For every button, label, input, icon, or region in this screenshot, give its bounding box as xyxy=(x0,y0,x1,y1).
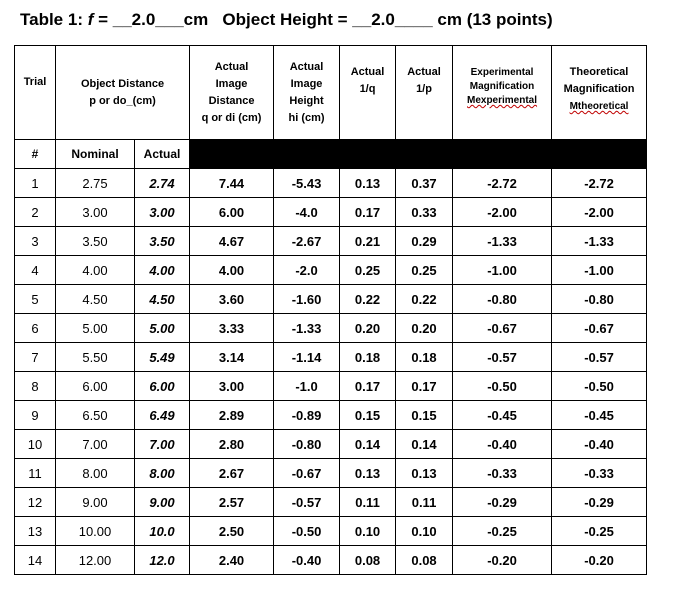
theoretical-magnification-cell: -1.33 xyxy=(552,227,647,256)
nominal-cell: 12.00 xyxy=(56,546,135,575)
image-height-cell: -4.0 xyxy=(274,198,340,227)
image-distance-header xyxy=(190,46,274,140)
object-distance-header xyxy=(56,46,190,140)
table-row xyxy=(15,256,647,285)
trial-cell: 14 xyxy=(15,546,56,575)
inv-p-cell: 0.20 xyxy=(396,314,453,343)
inv-q-line2: 1/q xyxy=(359,83,376,95)
actual-cell: 2.74 xyxy=(135,169,190,198)
image-height-cell: -2.67 xyxy=(274,227,340,256)
inv-p-cell: 0.11 xyxy=(396,488,453,517)
image-height-cell: -1.60 xyxy=(274,285,340,314)
actual-cell: 3.50 xyxy=(135,227,190,256)
experimental-magnification-cell: -0.20 xyxy=(453,546,552,575)
inv-q-cell: 0.18 xyxy=(340,343,396,372)
theoretical-magnification-header xyxy=(552,46,647,140)
theoretical-magnification-cell: -0.40 xyxy=(552,430,647,459)
table-row xyxy=(15,488,647,517)
image-distance-cell: 3.14 xyxy=(190,343,274,372)
experimental-magnification-cell: -2.72 xyxy=(453,169,552,198)
experimental-magnification-cell: -0.50 xyxy=(453,372,552,401)
experimental-magnification-cell: -0.57 xyxy=(453,343,552,372)
trial-cell: 7 xyxy=(15,343,56,372)
image-distance-cell: 2.50 xyxy=(190,517,274,546)
image-height-line4: hi (cm) xyxy=(288,111,325,124)
image-height-line1: Actual xyxy=(289,60,324,73)
table-title xyxy=(20,10,553,30)
inv-p-cell: 0.10 xyxy=(396,517,453,546)
table-row xyxy=(15,430,647,459)
object-distance-line2: p or do_(cm) xyxy=(89,94,156,107)
trial-cell: 6 xyxy=(15,314,56,343)
actual-cell: 6.49 xyxy=(135,401,190,430)
experimental-magnification-cell: -1.33 xyxy=(453,227,552,256)
image-height-cell: -5.43 xyxy=(274,169,340,198)
trial-cell: 5 xyxy=(15,285,56,314)
actual-subheader: Actual xyxy=(135,140,190,169)
object-distance-line1: Object Distance xyxy=(80,77,165,90)
nominal-cell: 4.50 xyxy=(56,285,135,314)
inv-p-cell: 0.08 xyxy=(396,546,453,575)
experimental-magnification-cell: -0.80 xyxy=(453,285,552,314)
actual-cell: 10.0 xyxy=(135,517,190,546)
exp-mag-line3: Mexperimental xyxy=(467,95,538,106)
experimental-magnification-cell: -0.33 xyxy=(453,459,552,488)
image-height-header xyxy=(274,46,340,140)
actual-cell: 12.0 xyxy=(135,546,190,575)
actual-cell: 5.00 xyxy=(135,314,190,343)
image-distance-line4: q or di (cm) xyxy=(201,111,262,124)
inv-q-cell: 0.15 xyxy=(340,401,396,430)
header-row xyxy=(15,46,647,140)
image-distance-cell: 2.57 xyxy=(190,488,274,517)
nominal-cell: 6.50 xyxy=(56,401,135,430)
inv-q-cell: 0.08 xyxy=(340,546,396,575)
image-distance-cell: 3.00 xyxy=(190,372,274,401)
focal-value: __2.0___ xyxy=(112,10,184,29)
subheader-row xyxy=(15,140,647,169)
trial-cell: 13 xyxy=(15,517,56,546)
actual-cell: 8.00 xyxy=(135,459,190,488)
table-row xyxy=(15,198,647,227)
image-height-line2: Image xyxy=(290,77,323,90)
inv-p-cell: 0.29 xyxy=(396,227,453,256)
actual-cell: 6.00 xyxy=(135,372,190,401)
experimental-magnification-cell: -0.29 xyxy=(453,488,552,517)
image-distance-line3: Distance xyxy=(208,94,255,107)
theoretical-magnification-cell: -2.00 xyxy=(552,198,647,227)
theoretical-magnification-cell: -0.57 xyxy=(552,343,647,372)
inv-p-cell: 0.17 xyxy=(396,372,453,401)
object-height-unit: cm xyxy=(432,10,462,29)
theoretical-magnification-cell: -0.29 xyxy=(552,488,647,517)
nominal-subheader: Nominal xyxy=(56,140,135,169)
image-height-line3: Height xyxy=(289,94,324,107)
image-distance-cell: 2.40 xyxy=(190,546,274,575)
object-height-value: __2.0____ xyxy=(352,10,433,29)
image-height-cell: -1.0 xyxy=(274,372,340,401)
image-distance-line2: Image xyxy=(215,77,248,90)
nominal-cell: 8.00 xyxy=(56,459,135,488)
inv-q-cell: 0.13 xyxy=(340,459,396,488)
experimental-magnification-cell: -2.00 xyxy=(453,198,552,227)
focal-symbol: f xyxy=(87,10,94,29)
table-row xyxy=(15,227,647,256)
inv-p-cell: 0.14 xyxy=(396,430,453,459)
table-row xyxy=(15,401,647,430)
theo-mag-line3: Mtheoretical xyxy=(569,101,629,112)
theoretical-magnification-cell: -0.50 xyxy=(552,372,647,401)
trial-cell: 9 xyxy=(15,401,56,430)
image-distance-cell: 6.00 xyxy=(190,198,274,227)
title-equals: = xyxy=(93,10,113,29)
inv-q-cell: 0.20 xyxy=(340,314,396,343)
image-height-cell: -1.14 xyxy=(274,343,340,372)
actual-cell: 9.00 xyxy=(135,488,190,517)
trial-cell: 4 xyxy=(15,256,56,285)
trial-cell: 8 xyxy=(15,372,56,401)
table-row xyxy=(15,546,647,575)
number-subheader: # xyxy=(15,140,56,169)
theoretical-magnification-cell: -0.67 xyxy=(552,314,647,343)
theoretical-magnification-cell: -1.00 xyxy=(552,256,647,285)
image-height-cell: -0.40 xyxy=(274,546,340,575)
inv-q-cell: 0.17 xyxy=(340,372,396,401)
image-distance-cell: 2.80 xyxy=(190,430,274,459)
experimental-magnification-cell: -1.00 xyxy=(453,256,552,285)
focal-unit: cm xyxy=(183,10,209,29)
nominal-cell: 10.00 xyxy=(56,517,135,546)
nominal-cell: 5.00 xyxy=(56,314,135,343)
inv-p-cell: 0.33 xyxy=(396,198,453,227)
experimental-magnification-cell: -0.45 xyxy=(453,401,552,430)
trial-cell: 3 xyxy=(15,227,56,256)
image-distance-cell: 3.33 xyxy=(190,314,274,343)
inv-p-cell: 0.13 xyxy=(396,459,453,488)
table-row xyxy=(15,285,647,314)
nominal-cell: 6.00 xyxy=(56,372,135,401)
table-row xyxy=(15,459,647,488)
actual-cell: 3.00 xyxy=(135,198,190,227)
table-body xyxy=(15,169,647,575)
inv-p-line1: Actual xyxy=(407,66,441,78)
image-height-cell: -2.0 xyxy=(274,256,340,285)
image-height-cell: -0.89 xyxy=(274,401,340,430)
nominal-cell: 9.00 xyxy=(56,488,135,517)
image-height-cell: -0.67 xyxy=(274,459,340,488)
table-row xyxy=(15,372,647,401)
inv-q-cell: 0.25 xyxy=(340,256,396,285)
actual-cell: 4.50 xyxy=(135,285,190,314)
inv-q-cell: 0.13 xyxy=(340,169,396,198)
inv-q-cell: 0.22 xyxy=(340,285,396,314)
inv-p-cell: 0.25 xyxy=(396,256,453,285)
nominal-cell: 3.50 xyxy=(56,227,135,256)
inv-q-cell: 0.11 xyxy=(340,488,396,517)
actual-cell: 5.49 xyxy=(135,343,190,372)
inv-p-header xyxy=(396,46,453,140)
table-row xyxy=(15,517,647,546)
nominal-cell: 2.75 xyxy=(56,169,135,198)
table-row xyxy=(15,314,647,343)
nominal-cell: 7.00 xyxy=(56,430,135,459)
theo-mag-line2: Magnification xyxy=(563,83,635,95)
trial-cell: 10 xyxy=(15,430,56,459)
image-distance-cell: 2.89 xyxy=(190,401,274,430)
inv-p-cell: 0.15 xyxy=(396,401,453,430)
theoretical-magnification-cell: -0.33 xyxy=(552,459,647,488)
inv-q-cell: 0.14 xyxy=(340,430,396,459)
nominal-cell: 3.00 xyxy=(56,198,135,227)
inv-q-cell: 0.10 xyxy=(340,517,396,546)
table-row xyxy=(15,169,647,198)
actual-cell: 7.00 xyxy=(135,430,190,459)
experimental-magnification-cell: -0.67 xyxy=(453,314,552,343)
inv-p-cell: 0.22 xyxy=(396,285,453,314)
image-distance-cell: 4.67 xyxy=(190,227,274,256)
exp-mag-line1: Experimental xyxy=(470,67,534,78)
theoretical-magnification-cell: -0.20 xyxy=(552,546,647,575)
image-distance-cell: 3.60 xyxy=(190,285,274,314)
experimental-magnification-header xyxy=(453,46,552,140)
image-height-cell: -0.50 xyxy=(274,517,340,546)
data-table xyxy=(14,45,647,575)
theoretical-magnification-cell: -0.80 xyxy=(552,285,647,314)
table-row xyxy=(15,343,647,372)
trial-cell: 12 xyxy=(15,488,56,517)
theoretical-magnification-cell: -0.25 xyxy=(552,517,647,546)
inv-q-line1: Actual xyxy=(350,66,385,78)
image-height-cell: -0.80 xyxy=(274,430,340,459)
exp-mag-line2: Magnification xyxy=(469,81,535,92)
theo-mag-line1: Theoretical xyxy=(569,66,629,78)
inv-p-line2: 1/p xyxy=(416,83,432,95)
trial-header: Trial xyxy=(15,46,56,140)
image-distance-line1: Actual xyxy=(214,60,249,73)
inv-q-cell: 0.21 xyxy=(340,227,396,256)
nominal-cell: 5.50 xyxy=(56,343,135,372)
experimental-magnification-cell: -0.25 xyxy=(453,517,552,546)
theoretical-magnification-cell: -0.45 xyxy=(552,401,647,430)
experimental-magnification-cell: -0.40 xyxy=(453,430,552,459)
image-height-cell: -0.57 xyxy=(274,488,340,517)
image-height-cell: -1.33 xyxy=(274,314,340,343)
inv-p-cell: 0.18 xyxy=(396,343,453,372)
black-header-bar xyxy=(190,140,647,169)
object-height-label: Object Height = xyxy=(208,10,353,29)
image-distance-cell: 7.44 xyxy=(190,169,274,198)
inv-q-cell: 0.17 xyxy=(340,198,396,227)
inv-q-header xyxy=(340,46,396,140)
actual-cell: 4.00 xyxy=(135,256,190,285)
title-prefix: Table 1: xyxy=(20,10,88,29)
image-distance-cell: 4.00 xyxy=(190,256,274,285)
image-distance-cell: 2.67 xyxy=(190,459,274,488)
inv-p-cell: 0.37 xyxy=(396,169,453,198)
trial-cell: 11 xyxy=(15,459,56,488)
nominal-cell: 4.00 xyxy=(56,256,135,285)
theoretical-magnification-cell: -2.72 xyxy=(552,169,647,198)
trial-cell: 2 xyxy=(15,198,56,227)
trial-cell: 1 xyxy=(15,169,56,198)
points-label: (13 points) xyxy=(461,10,553,29)
